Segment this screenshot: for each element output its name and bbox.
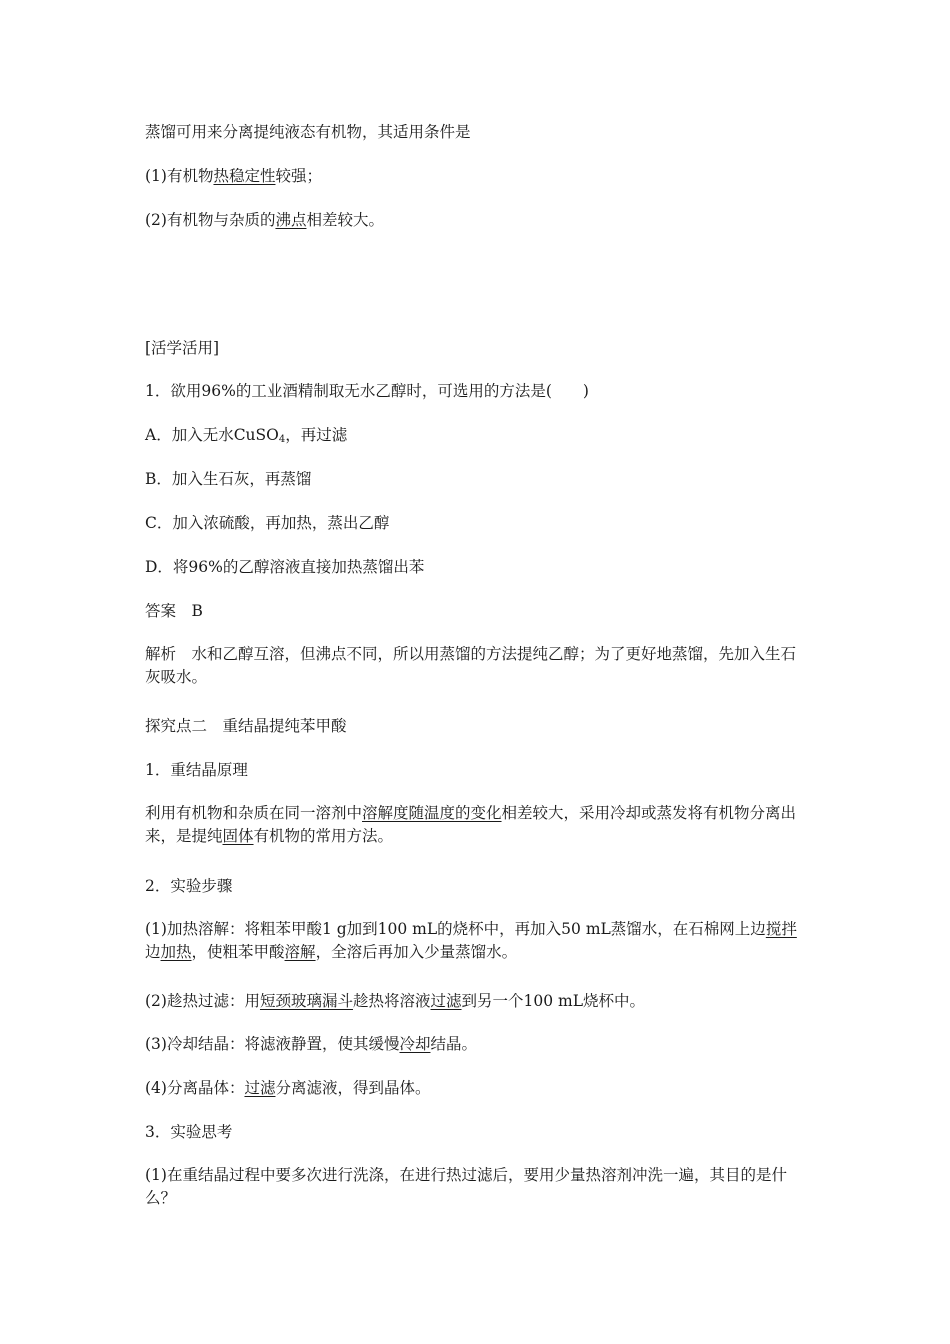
answer-blank: 加热: [160, 943, 192, 961]
answer: [145, 600, 810, 623]
section-heading-practice: [145, 337, 810, 360]
text: (2)趁热过滤：用: [145, 992, 260, 1010]
text: 趁热将溶液: [352, 992, 431, 1010]
condition-1: [145, 165, 810, 188]
answer-blank: 热稳定性: [213, 167, 276, 185]
text: 到另一个100 mL烧杯中。: [461, 992, 646, 1010]
step-3: [145, 1033, 810, 1056]
text: ，全溶后再加入少量蒸馏水。: [315, 943, 518, 961]
answer-blank: 短颈玻璃漏斗: [259, 992, 353, 1010]
option-a: [145, 424, 810, 451]
principle-paragraph: [145, 802, 810, 848]
text: (1)在重结晶过程中要多次进行洗涤，在进行热过滤后，要用少量热溶剂冲洗一遍，其目的是什么？: [145, 1166, 787, 1207]
step-2: [145, 990, 810, 1013]
text: (3)冷却结晶：将滤液静置，使其缓慢: [145, 1035, 400, 1053]
text: 较强；: [275, 167, 322, 185]
text: 有机物的常用方法。: [253, 827, 394, 845]
answer-blank: 固体: [222, 827, 254, 845]
section-heading-recrystallization: [145, 715, 810, 738]
text: 探究点二 重结晶提纯苯甲酸: [145, 717, 347, 735]
question-1: [145, 380, 810, 403]
text: 结晶。: [430, 1035, 477, 1053]
paragraph-distillation-intro: [145, 121, 810, 144]
text: (4)分离晶体：: [145, 1079, 245, 1097]
text: C．加入浓硫酸，再加热，蒸出乙醇: [145, 514, 390, 532]
text: ，使粗苯甲酸: [191, 943, 285, 961]
answer-blank: 冷却: [399, 1035, 431, 1053]
answer-blank: 沸点: [275, 211, 307, 229]
text: 蒸馏可用来分离提纯液态有机物，其适用条件是: [145, 123, 471, 141]
text: 分离滤液，得到晶体。: [275, 1079, 431, 1097]
text: A．加入无水CuSO: [145, 426, 279, 444]
text: 2．实验步骤: [145, 877, 233, 895]
subheading-principle: [145, 759, 810, 782]
subscript: 4: [278, 434, 286, 445]
answer-blank: 搅拌: [765, 920, 797, 938]
subheading-steps: [145, 875, 810, 898]
analysis: [145, 643, 810, 689]
subheading-thinking: [145, 1121, 810, 1144]
option-d: [145, 556, 810, 579]
text: (2)有机物与杂质的: [145, 211, 276, 229]
text: ，再过滤: [285, 426, 348, 444]
answer-blank: 溶解度随温度的变化: [362, 804, 502, 822]
text: 相差较大。: [306, 211, 384, 229]
text: 边: [145, 943, 161, 961]
answer-blank: 过滤: [430, 992, 462, 1010]
thinking-question-1: [145, 1164, 810, 1210]
text: 3．实验思考: [145, 1123, 233, 1141]
answer-blank: 溶解: [284, 943, 316, 961]
text: 1．重结晶原理: [145, 761, 248, 779]
option-b: [145, 468, 810, 491]
text: 解析 水和乙醇互溶，但沸点不同，所以用蒸馏的方法提纯乙醇；为了更好地蒸馏，先加入生石灰吸水。: [145, 645, 797, 686]
text: (1)加热溶解：将粗苯甲酸1 g加到100 mL的烧杯中，再加入50 mL蒸馏水，在石棉网上边: [145, 920, 766, 938]
text: 1．欲用96%的工业酒精制取无水乙醇时，可选用的方法是( ): [145, 382, 589, 400]
text: D．将96%的乙醇溶液直接加热蒸馏出苯: [145, 558, 425, 576]
text: 答案 B: [145, 602, 203, 620]
text: 相差较大，采用冷却或蒸发将有机物分离出来，是提纯: [145, 804, 797, 845]
text: B．加入生石灰，再蒸馏: [145, 470, 312, 488]
condition-2: [145, 209, 810, 232]
option-c: [145, 512, 810, 535]
step-1: [145, 918, 810, 964]
answer-blank: 过滤: [244, 1079, 276, 1097]
text: 利用有机物和杂质在同一溶剂中: [145, 804, 363, 822]
text: (1)有机物: [145, 167, 214, 185]
step-4: [145, 1077, 810, 1100]
text: [活学活用]: [145, 339, 220, 357]
